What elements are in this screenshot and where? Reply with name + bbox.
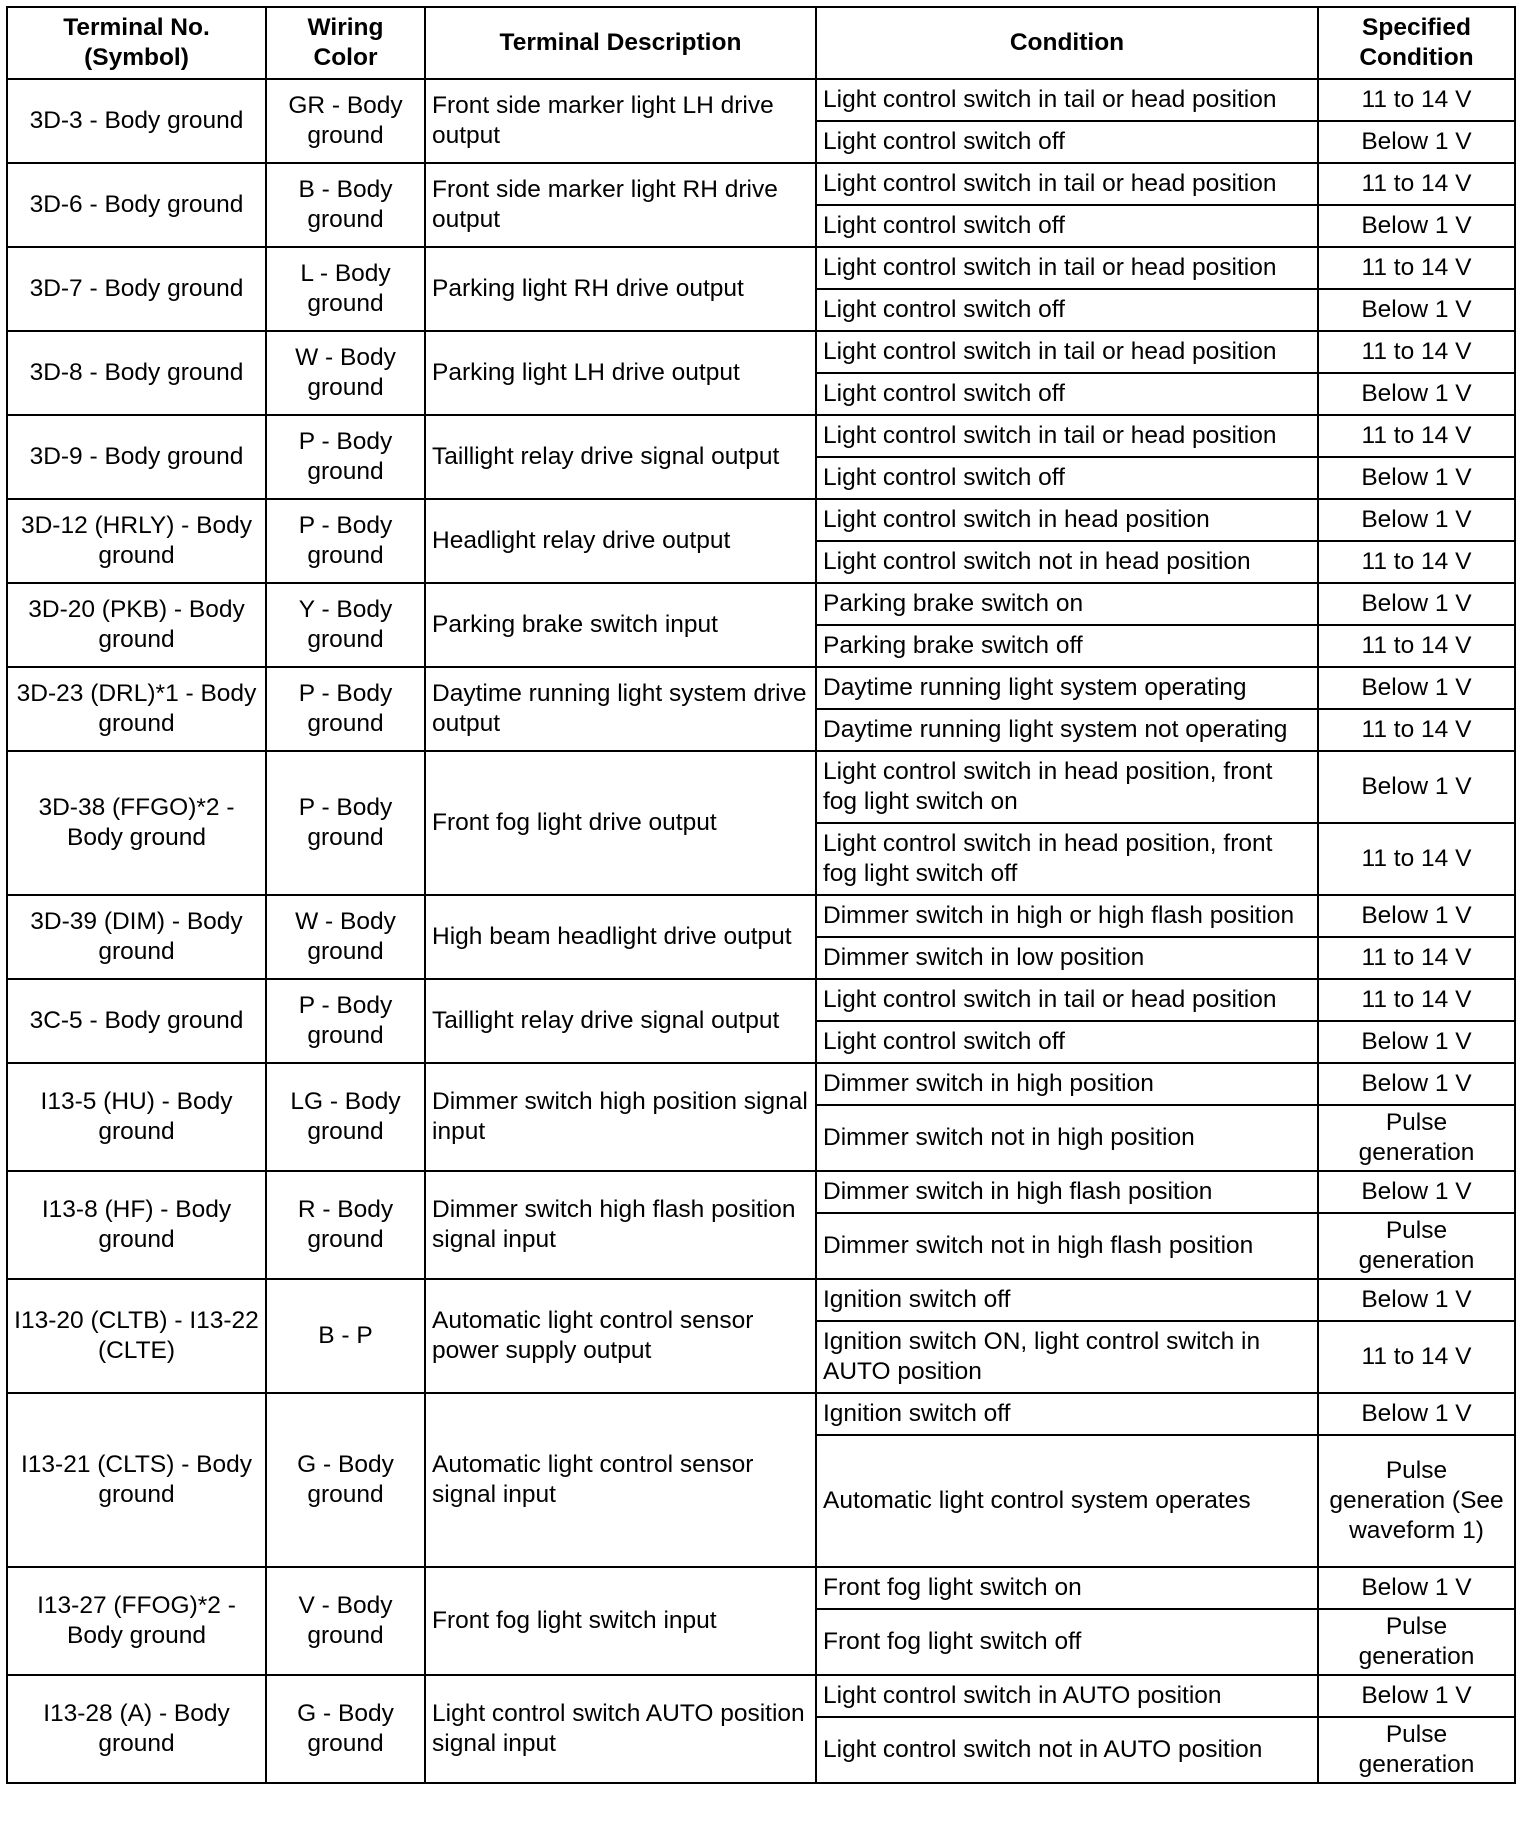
terminal-cell: 3D-39 (DIM) - Body ground (7, 895, 266, 979)
condition-cell: Dimmer switch in high or high flash position (816, 895, 1318, 937)
terminal-cell: 3D-3 - Body ground (7, 79, 266, 163)
terminal-cell: 3D-38 (FFGO)*2 - Body ground (7, 751, 266, 895)
description-cell: Front fog light drive output (425, 751, 816, 895)
specified-condition-cell: Below 1 V (1318, 1021, 1515, 1063)
condition-cell: Light control switch in tail or head position (816, 247, 1318, 289)
condition-cell: Dimmer switch not in high flash position (816, 1213, 1318, 1279)
terminal-cell: 3D-12 (HRLY) - Body ground (7, 499, 266, 583)
description-cell: Parking brake switch input (425, 583, 816, 667)
header-row (7, 7, 1515, 79)
specified-condition-cell: Below 1 V (1318, 289, 1515, 331)
specified-condition-cell: Pulse generation (1318, 1105, 1515, 1171)
table-row (7, 1279, 1515, 1321)
description-cell: Light control switch AUTO position signal input (425, 1675, 816, 1783)
specified-condition-cell: Below 1 V (1318, 1393, 1515, 1435)
description-cell: Headlight relay drive output (425, 499, 816, 583)
description-cell: Front fog light switch input (425, 1567, 816, 1675)
specified-condition-cell: 11 to 14 V (1318, 331, 1515, 373)
condition-cell: Light control switch in AUTO position (816, 1675, 1318, 1717)
specified-condition-cell: 11 to 14 V (1318, 541, 1515, 583)
wiring-color-cell: W - Body ground (266, 331, 425, 415)
description-cell: Daytime running light system drive output (425, 667, 816, 751)
condition-cell: Light control switch off (816, 373, 1318, 415)
specified-condition-cell: 11 to 14 V (1318, 79, 1515, 121)
wiring-color-cell: L - Body ground (266, 247, 425, 331)
specified-condition-cell: Pulse generation (1318, 1213, 1515, 1279)
table-row (7, 1675, 1515, 1717)
terminal-cell: 3D-6 - Body ground (7, 163, 266, 247)
terminal-spec-table (6, 6, 1516, 1784)
terminal-cell: I13-8 (HF) - Body ground (7, 1171, 266, 1279)
description-cell: Taillight relay drive signal output (425, 979, 816, 1063)
condition-cell: Light control switch in tail or head position (816, 979, 1318, 1021)
specified-condition-cell: Pulse generation (1318, 1717, 1515, 1783)
condition-cell: Light control switch in tail or head position (816, 163, 1318, 205)
condition-cell: Light control switch off (816, 289, 1318, 331)
header-terminal: Terminal No. (Symbol) (7, 7, 266, 79)
condition-cell: Daytime running light system not operating (816, 709, 1318, 751)
specified-condition-cell: Below 1 V (1318, 1171, 1515, 1213)
condition-cell: Light control switch not in head position (816, 541, 1318, 583)
description-cell: Front side marker light LH drive output (425, 79, 816, 163)
wiring-color-cell: G - Body ground (266, 1393, 425, 1567)
specified-condition-cell: Below 1 V (1318, 1675, 1515, 1717)
specified-condition-cell: Pulse generation (See waveform 1) (1318, 1435, 1515, 1567)
terminal-cell: 3D-23 (DRL)*1 - Body ground (7, 667, 266, 751)
terminal-cell: I13-5 (HU) - Body ground (7, 1063, 266, 1171)
specified-condition-cell: 11 to 14 V (1318, 937, 1515, 979)
specified-condition-cell: Below 1 V (1318, 1279, 1515, 1321)
condition-cell: Front fog light switch off (816, 1609, 1318, 1675)
condition-cell: Ignition switch off (816, 1393, 1318, 1435)
description-cell: Parking light RH drive output (425, 247, 816, 331)
condition-cell: Light control switch in head position, front fog light switch off (816, 823, 1318, 895)
condition-cell: Dimmer switch not in high position (816, 1105, 1318, 1171)
terminal-cell: 3D-9 - Body ground (7, 415, 266, 499)
table-row (7, 415, 1515, 457)
wiring-color-cell: GR - Body ground (266, 79, 425, 163)
table-row (7, 895, 1515, 937)
specified-condition-cell: Below 1 V (1318, 667, 1515, 709)
specified-condition-cell: Below 1 V (1318, 457, 1515, 499)
condition-cell: Front fog light switch on (816, 1567, 1318, 1609)
table-row (7, 79, 1515, 121)
wiring-color-cell: W - Body ground (266, 895, 425, 979)
specified-condition-cell: Below 1 V (1318, 751, 1515, 823)
wiring-color-cell: P - Body ground (266, 979, 425, 1063)
table-row (7, 667, 1515, 709)
table-row (7, 247, 1515, 289)
condition-cell: Light control switch in tail or head position (816, 415, 1318, 457)
specified-condition-cell: Below 1 V (1318, 499, 1515, 541)
condition-cell: Light control switch in tail or head position (816, 79, 1318, 121)
condition-cell: Light control switch in head position (816, 499, 1318, 541)
wiring-color-cell: P - Body ground (266, 751, 425, 895)
condition-cell: Light control switch off (816, 457, 1318, 499)
header-wiring-color: Wiring Color (266, 7, 425, 79)
table-row (7, 331, 1515, 373)
specified-condition-cell: 11 to 14 V (1318, 163, 1515, 205)
table-row (7, 1393, 1515, 1435)
condition-cell: Light control switch off (816, 1021, 1318, 1063)
terminal-cell: 3D-7 - Body ground (7, 247, 266, 331)
condition-cell: Ignition switch ON, light control switch in AUTO position (816, 1321, 1318, 1393)
condition-cell: Parking brake switch on (816, 583, 1318, 625)
description-cell: Front side marker light RH drive output (425, 163, 816, 247)
description-cell: Automatic light control sensor signal input (425, 1393, 816, 1567)
header-terminal-description: Terminal Description (425, 7, 816, 79)
specified-condition-cell: 11 to 14 V (1318, 247, 1515, 289)
condition-cell: Light control switch in head position, front fog light switch on (816, 751, 1318, 823)
terminal-spec-document (6, 6, 1516, 1784)
wiring-color-cell: V - Body ground (266, 1567, 425, 1675)
table-row (7, 751, 1515, 823)
specified-condition-cell: Below 1 V (1318, 121, 1515, 163)
wiring-color-cell: B - Body ground (266, 163, 425, 247)
condition-cell: Dimmer switch in high position (816, 1063, 1318, 1105)
wiring-color-cell: R - Body ground (266, 1171, 425, 1279)
wiring-color-cell: P - Body ground (266, 499, 425, 583)
table-body (7, 79, 1515, 1783)
specified-condition-cell: 11 to 14 V (1318, 979, 1515, 1021)
table-row (7, 979, 1515, 1021)
terminal-cell: 3D-20 (PKB) - Body ground (7, 583, 266, 667)
specified-condition-cell: 11 to 14 V (1318, 709, 1515, 751)
condition-cell: Dimmer switch in low position (816, 937, 1318, 979)
table-row (7, 1171, 1515, 1213)
specified-condition-cell: 11 to 14 V (1318, 823, 1515, 895)
table-row (7, 1063, 1515, 1105)
wiring-color-cell: LG - Body ground (266, 1063, 425, 1171)
condition-cell: Light control switch not in AUTO position (816, 1717, 1318, 1783)
terminal-cell: 3D-8 - Body ground (7, 331, 266, 415)
wiring-color-cell: P - Body ground (266, 415, 425, 499)
specified-condition-cell: Pulse generation (1318, 1609, 1515, 1675)
description-cell: Dimmer switch high flash position signal input (425, 1171, 816, 1279)
wiring-color-cell: G - Body ground (266, 1675, 425, 1783)
condition-cell: Daytime running light system operating (816, 667, 1318, 709)
specified-condition-cell: Below 1 V (1318, 895, 1515, 937)
condition-cell: Ignition switch off (816, 1279, 1318, 1321)
specified-condition-cell: Below 1 V (1318, 205, 1515, 247)
description-cell: Automatic light control sensor power supply output (425, 1279, 816, 1393)
condition-cell: Dimmer switch in high flash position (816, 1171, 1318, 1213)
specified-condition-cell: Below 1 V (1318, 373, 1515, 415)
specified-condition-cell: Below 1 V (1318, 1063, 1515, 1105)
table-row (7, 1567, 1515, 1609)
condition-cell: Light control switch off (816, 205, 1318, 247)
condition-cell: Light control switch off (816, 121, 1318, 163)
description-cell: Parking light LH drive output (425, 331, 816, 415)
specified-condition-cell: 11 to 14 V (1318, 415, 1515, 457)
table-row (7, 583, 1515, 625)
description-cell: Taillight relay drive signal output (425, 415, 816, 499)
specified-condition-cell: Below 1 V (1318, 583, 1515, 625)
terminal-cell: I13-21 (CLTS) - Body ground (7, 1393, 266, 1567)
header-specified-condition: Specified Condition (1318, 7, 1515, 79)
condition-cell: Parking brake switch off (816, 625, 1318, 667)
table-row (7, 163, 1515, 205)
specified-condition-cell: Below 1 V (1318, 1567, 1515, 1609)
terminal-cell: I13-20 (CLTB) - I13-22 (CLTE) (7, 1279, 266, 1393)
specified-condition-cell: 11 to 14 V (1318, 1321, 1515, 1393)
terminal-cell: I13-27 (FFOG)*2 - Body ground (7, 1567, 266, 1675)
wiring-color-cell: B - P (266, 1279, 425, 1393)
description-cell: Dimmer switch high position signal input (425, 1063, 816, 1171)
wiring-color-cell: Y - Body ground (266, 583, 425, 667)
table-row (7, 499, 1515, 541)
condition-cell: Light control switch in tail or head position (816, 331, 1318, 373)
terminal-cell: I13-28 (A) - Body ground (7, 1675, 266, 1783)
description-cell: High beam headlight drive output (425, 895, 816, 979)
condition-cell: Automatic light control system operates (816, 1435, 1318, 1567)
table-header (7, 7, 1515, 79)
wiring-color-cell: P - Body ground (266, 667, 425, 751)
terminal-cell: 3C-5 - Body ground (7, 979, 266, 1063)
specified-condition-cell: 11 to 14 V (1318, 625, 1515, 667)
header-condition: Condition (816, 7, 1318, 79)
